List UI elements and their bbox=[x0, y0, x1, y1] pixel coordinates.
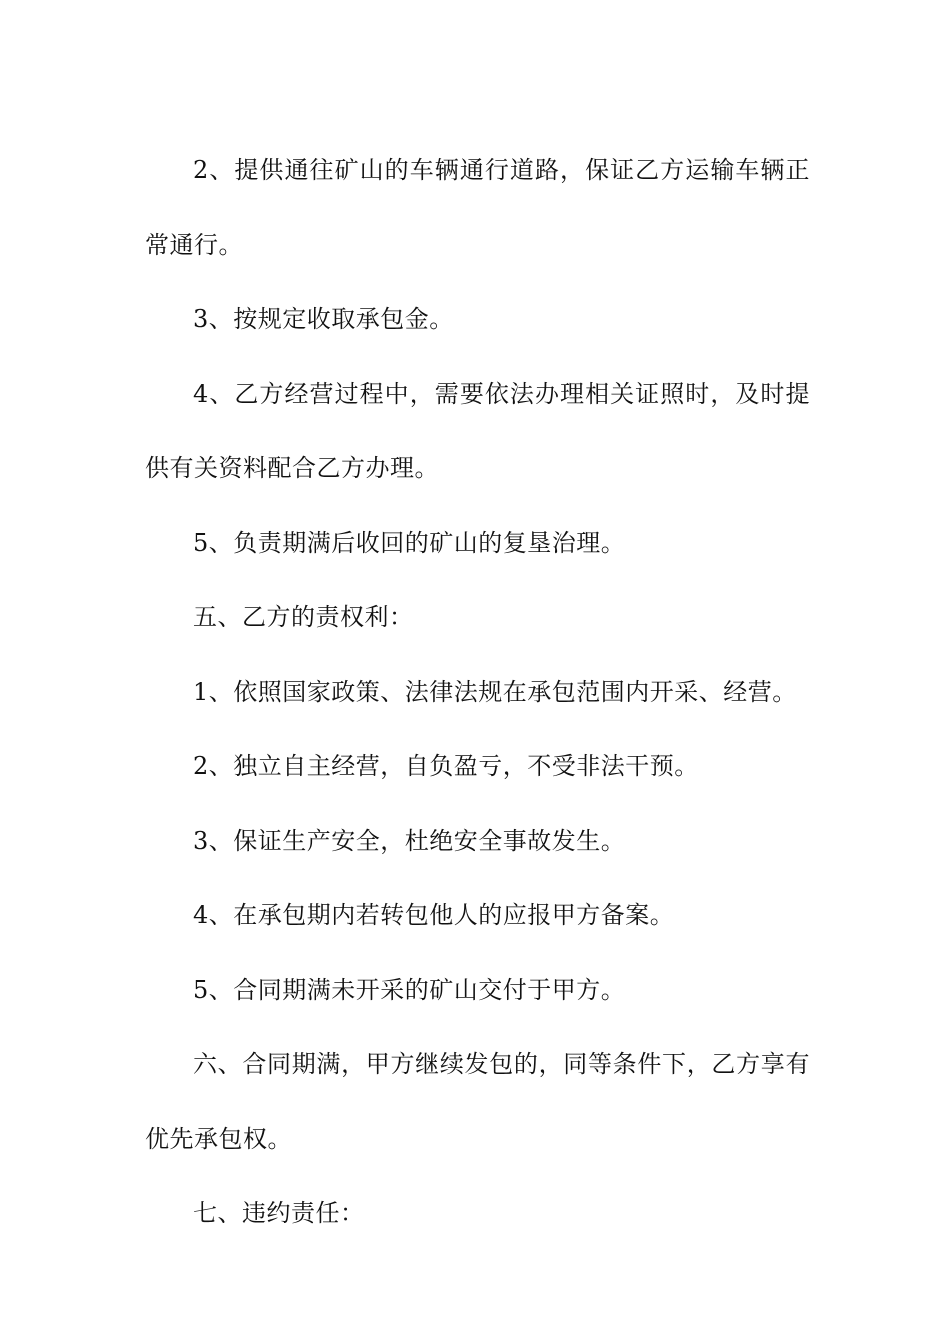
paragraph-4-permits: 4、乙方经营过程中，需要依法办理相关证照时，及时提供有关资料配合乙方办理。 bbox=[145, 379, 810, 482]
paragraph-3-fee-collection: 3、按规定收取承包金。 bbox=[193, 305, 454, 333]
paragraph-b3-safety: 3、保证生产安全，杜绝安全事故发生。 bbox=[193, 826, 626, 855]
section-heading-liability: 七、违约责任： bbox=[193, 1199, 365, 1227]
paragraph-b5-return: 5、合同期满未开采的矿山交付于甲方。 bbox=[193, 975, 626, 1004]
section-heading-party-b-rights: 五、乙方的责权利： bbox=[193, 603, 414, 631]
paragraph-b1-mining-scope: 1、依照国家政策、法律法规在承包范围内开采、经营。 bbox=[193, 677, 797, 706]
section-six-priority-rights: 六、合同期满，甲方继续发包的，同等条件下，乙方享有优先承包权。 bbox=[145, 1050, 810, 1153]
paragraph-2-road-access: 2、提供通往矿山的车辆通行道路，保证乙方运输车辆正常通行。 bbox=[145, 156, 810, 259]
paragraph-5-reclamation: 5、负责期满后收回的矿山的复垦治理。 bbox=[193, 528, 626, 557]
paragraph-b2-independent-operation: 2、独立自主经营，自负盈亏，不受非法干预。 bbox=[193, 752, 699, 780]
document-body bbox=[145, 133, 810, 1251]
paragraph-b4-subcontract: 4、在承包期内若转包他人的应报甲方备案。 bbox=[193, 901, 675, 929]
